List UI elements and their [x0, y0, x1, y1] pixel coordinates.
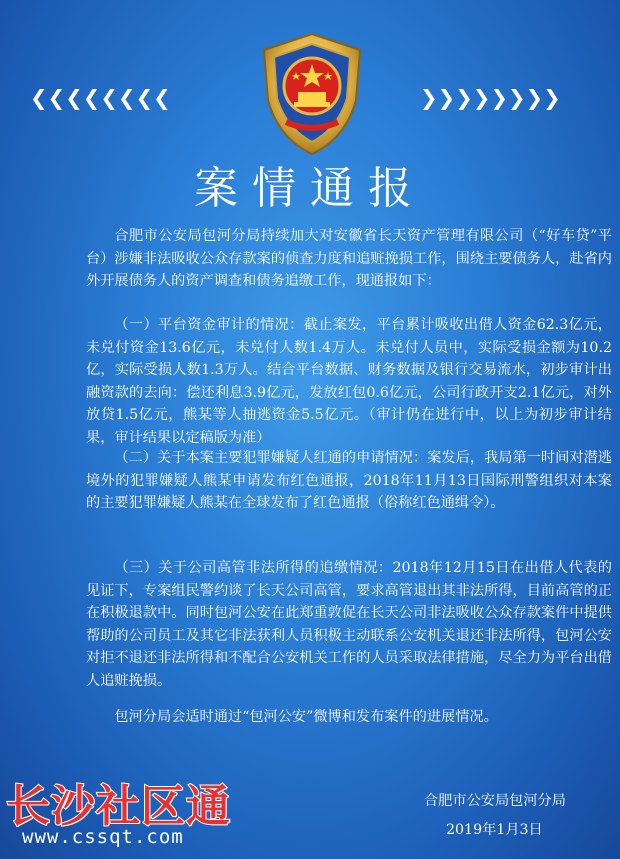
notice-title: 案情通报 [194, 163, 426, 214]
issue-date: 2019年1月3日 [446, 822, 543, 838]
watermark-url: www.cssqt.com [22, 826, 184, 848]
right-wing-decoration: ❯❯❯❯❯❯❯❯ [420, 86, 561, 110]
issuer-signature: 合肥市公安局包河分局 [424, 793, 566, 809]
left-wing-decoration: ❮❮❮❮❮❮❮❮ [30, 86, 171, 110]
section-3-paragraph: （三）关于公司高管非法所得的追缴情况：2018年12月15日在出借人代表的见证下，专案组民警约谈了长天公司高管，要求高管退出其非法所得，目前高管的正在积极退款中。同时包河公安在此郑重敦促在长天公司非法吸收公众存款案件中提供帮助的公司员工及其它非法获利人员积极主动联系公安机关退还非法所得，包河公安对拒不退还非法所得和不配合公安机关工作的人员采取法律措施，尽全力为平台出借人追赃挽损。 [86, 560, 612, 689]
closing-paragraph: 包河分局会适时通过“包河公安”微博和发布案件的进展情况。 [114, 709, 498, 725]
intro-paragraph: 合肥市公安局包河分局持续加大对安徽省长天资产管理有限公司（“好车贷”平台）涉嫌非法吸收公众存款案的侦查力度和追赃挽损工作，围绕主要债务人，赴省内外开展债务人的资产调查和债务追缴工作，现通报如下： [86, 228, 612, 289]
section-2-paragraph: （二）关于本案主要犯罪嫌疑人红通的申请情况：案发后，我局第一时间对潜逃境外的犯罪嫌疑人熊某申请发布红色通报，2018年11月13日国际刑警组织对本案的主要犯罪嫌疑人熊某在全球发布了红色通报（俗称红色通缉令）。 [86, 450, 612, 511]
section-1-paragraph: （一）平台资金审计的情况：截止案发，平台累计吸收出借人资金62.3亿元，未兑付资金13.6亿元，未兑付人数1.4万人。未兑付人员中，实际受损金额为10.2亿，实际受损人数1.3万人。结合平台数据、财务数据及银行交易流水，初步审计出融资款的去向：偿还利息3.9亿元，发放红包0.6亿元，公司行政开支2.1亿元，对外放贷1.5亿元，熊某等人抽逃资金5.5亿元。（审计仍在进行中，以上为初步审计结果，审计结果以定稿版为准） [86, 317, 612, 446]
watermark-logo-text: 长沙社区通 [6, 781, 231, 832]
police-emblem-icon [250, 30, 374, 158]
